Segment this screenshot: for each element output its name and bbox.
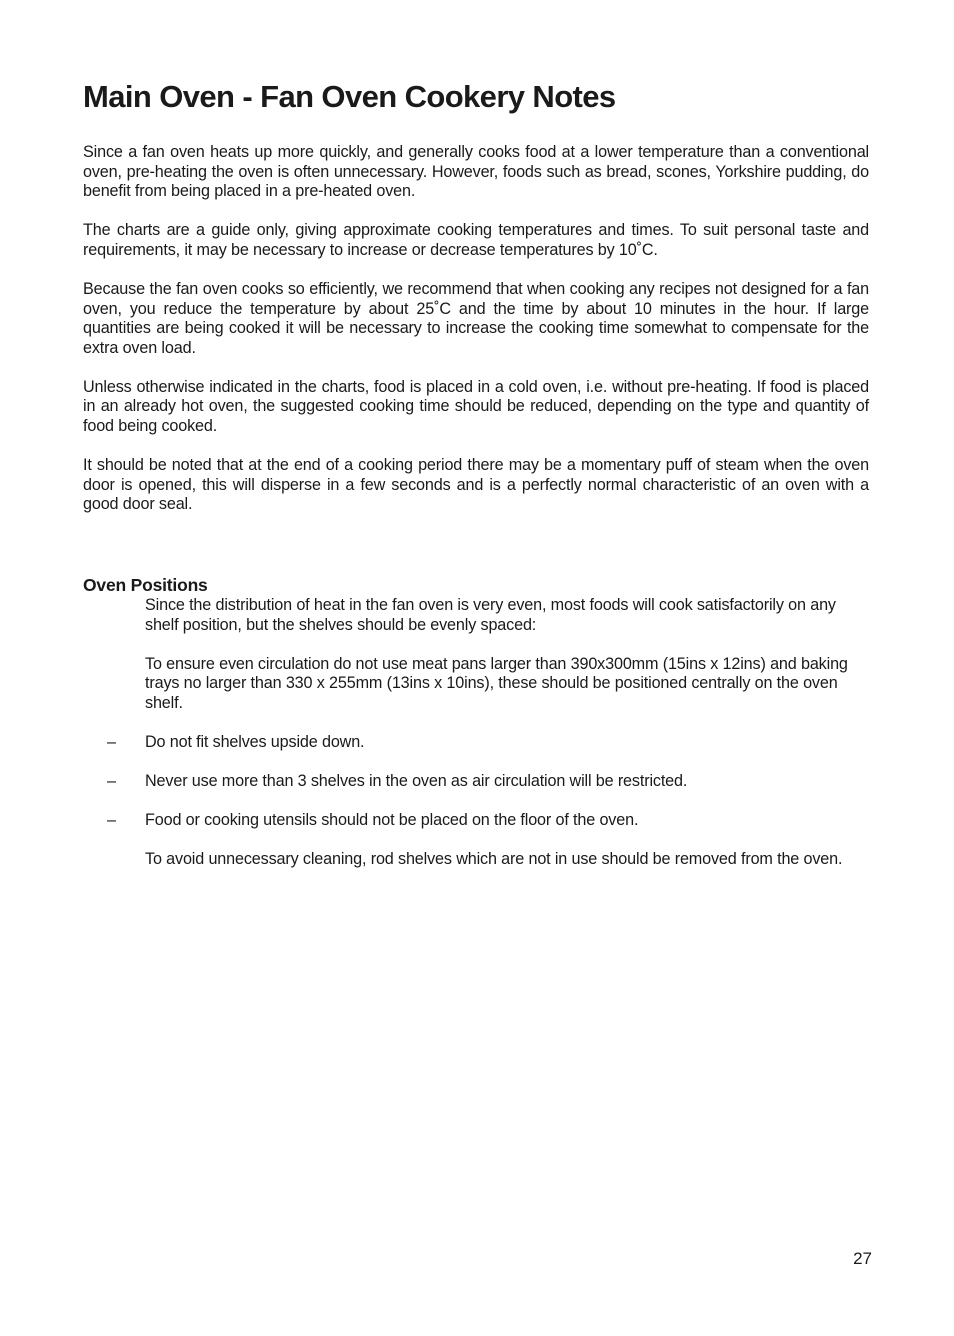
dash-marker: – <box>107 811 117 830</box>
dash-marker: – <box>107 732 117 751</box>
entry-text: To avoid unnecessary cleaning, rod shelves which are not in use should be removed from the oven. <box>145 850 843 869</box>
oven-positions-bullet <box>83 733 869 753</box>
page-title: Main Oven - Fan Oven Cookery Notes <box>83 79 616 114</box>
oven-positions-entry <box>83 850 869 870</box>
oven-positions-heading: Oven Positions <box>83 575 208 595</box>
entry-text: To ensure even circulation do not use meat pans larger than 390x300mm (15ins x 12ins) and baking trays no larger than 330 x 255mm (13ins x 10ins), these should be positioned centrally on the oven shelf. <box>145 654 848 712</box>
intro-paragraph: Unless otherwise indicated in the charts, food is placed in a cold oven, i.e. without pre-heating. If food is placed in an already hot oven, the suggested cooking time should be reduced, depending on the type and quantity of food being cooked. <box>83 377 869 436</box>
intro-paragraph: It should be noted that at the end of a cooking period there may be a momentary puff of steam when the oven door is opened, this will disperse in a few seconds and is a perfectly normal characteristic of an oven with a good door seal. <box>83 456 869 514</box>
oven-positions-entry <box>83 655 869 714</box>
entry-text: Food or cooking utensils should not be placed on the floor of the oven. <box>145 811 639 830</box>
entry-text: Never use more than 3 shelves in the oven as air circulation will be restricted. <box>145 772 688 791</box>
intro-paragraph: Because the fan oven cooks so efficiently, we recommend that when cooking any recipes not designed for a fan oven, you reduce the temperature by about 25˚C and the time by about 10 minutes in the hour. If large quantities are being cooked it will be necessary to increase the cooking time somewhat to compensate for the extra oven load. <box>83 279 869 357</box>
entry-text: Do not fit shelves upside down. <box>145 732 365 751</box>
page-number: 27 <box>853 1249 872 1268</box>
entry-text: Since the distribution of heat in the fan oven is very even, most foods will cook satisfactorily on any shelf position, but the shelves should be evenly spaced: <box>145 596 836 634</box>
intro-paragraph: The charts are a guide only, giving approximate cooking temperatures and times. To suit personal taste and requirements, it may be necessary to increase or decrease temperatures by 10˚C. <box>83 221 869 259</box>
oven-positions-entry <box>83 596 869 635</box>
intro-section <box>83 143 869 534</box>
dash-marker: – <box>107 772 117 791</box>
oven-positions-list <box>83 596 869 889</box>
intro-paragraph: Since a fan oven heats up more quickly, and generally cooks food at a lower temperature than a conventional oven, pre-heating the oven is often unnecessary. However, foods such as bread, scones, Yorkshire pudding, do benefit from being placed in a pre-heated oven. <box>83 143 869 201</box>
oven-positions-bullet <box>83 811 869 831</box>
oven-positions-bullet <box>83 772 869 792</box>
